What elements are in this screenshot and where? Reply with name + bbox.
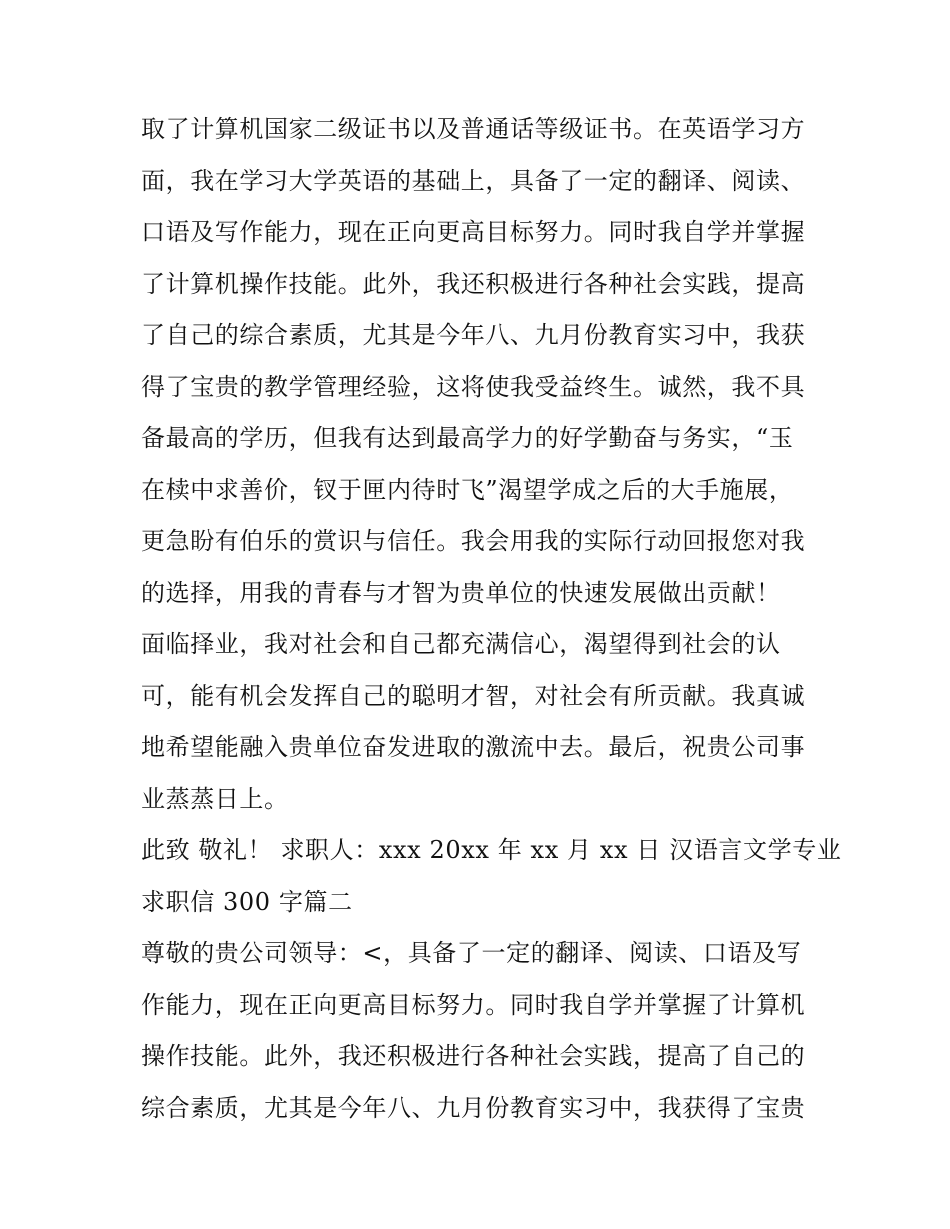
text-line-10: 的选择，用我的青春与才智为贵单位的快速发展做出贡献！	[141, 578, 781, 607]
text-line-20: 综合素质，尤其是今年八、九月份教育实习中，我获得了宝贵	[141, 1093, 806, 1122]
text-line-8: 在椟中求善价，钗于匣内待时飞”渴望学成之后的大手施展，	[141, 475, 794, 504]
closing-line: 此致 敬礼！ 求职人：xxx 20xx 年 xx 月 xx 日 汉语言文学专业	[141, 836, 842, 864]
text-line-19: 操作技能。此外，我还积极进行各种社会实践，提高了自己的	[141, 1042, 806, 1070]
text-line-2: 面，我在学习大学英语的基础上，具备了一定的翻译、阅读、	[141, 166, 806, 195]
text-line-9: 更急盼有伯乐的赏识与信任。我会用我的实际行动回报您对我	[141, 527, 806, 555]
document-body	[141, 104, 842, 1134]
text-line-7: 备最高的学历，但我有达到最高学力的好学勤奋与务实，“玉	[141, 424, 794, 452]
text-line-3: 口语及写作能力，现在正向更高目标努力。同时我自学并掌握	[141, 218, 806, 246]
text-line-11: 面临择业，我对社会和自己都充满信心，渴望得到社会的认	[141, 630, 781, 658]
text-line-18: 作能力，现在正向更高目标努力。同时我自学并掌握了计算机	[141, 990, 806, 1019]
section-heading: 求职信 300 字篇二	[141, 887, 353, 916]
text-line-13: 地希望能融入贵单位奋发进取的激流中去。最后，祝贵公司事	[141, 733, 806, 761]
text-line-12: 可，能有机会发挥自己的聪明才智，对社会有所贡献。我真诚	[141, 681, 806, 710]
text-line-4: 了计算机操作技能。此外，我还积极进行各种社会实践，提高	[141, 269, 806, 298]
salutation-line: 尊敬的贵公司领导：<，具备了一定的翻译、阅读、口语及写	[141, 939, 802, 967]
text-line-6: 得了宝贵的教学管理经验，这将使我受益终生。诚然，我不具	[141, 372, 806, 401]
text-line-5: 了自己的综合素质，尤其是今年八、九月份教育实习中，我获	[141, 321, 806, 349]
text-line-1: 取了计算机国家二级证书以及普通话等级证书。在英语学习方	[141, 115, 806, 143]
text-line-14: 业蒸蒸日上。	[141, 784, 289, 813]
